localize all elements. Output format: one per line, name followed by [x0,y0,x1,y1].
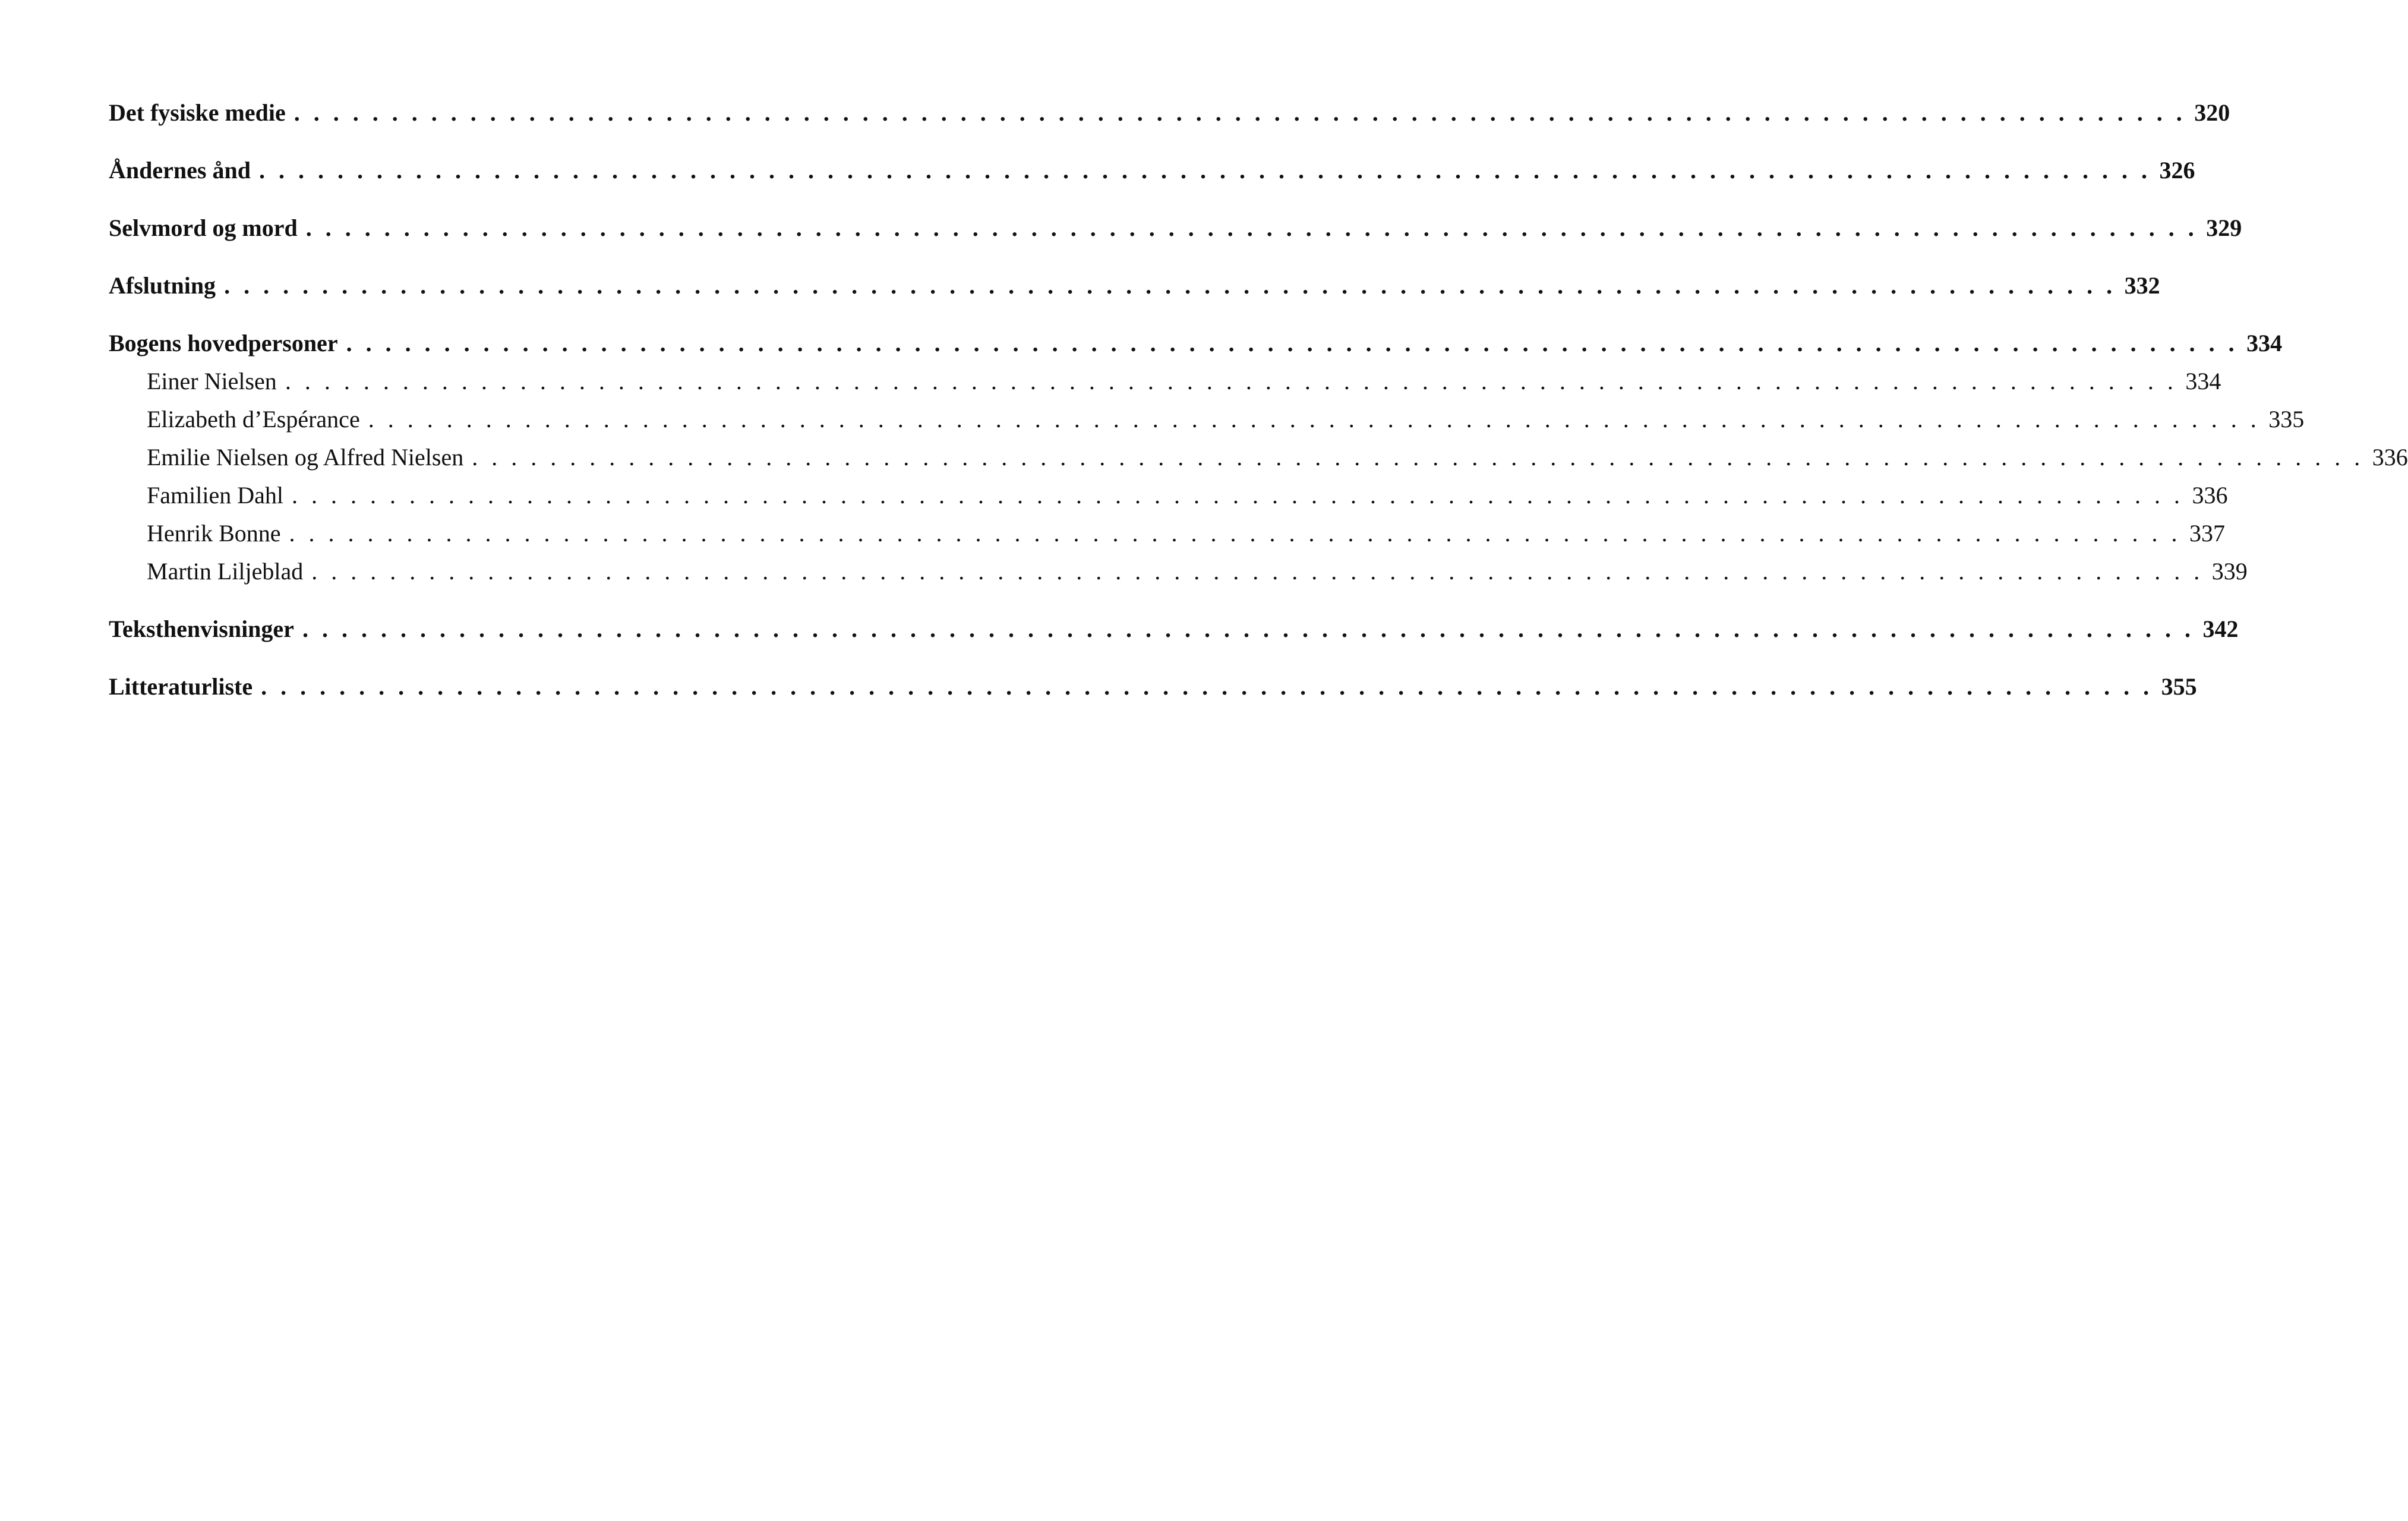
toc-subentry[interactable] [109,553,2248,591]
toc-entry-page: 336 [2192,482,2228,509]
toc-entry[interactable] [109,668,2197,706]
toc-entry[interactable] [109,94,2230,132]
toc-subentry[interactable] [109,438,2408,477]
toc-entry[interactable] [109,324,2283,362]
toc-leader-dots: . . . . . . . . . . . . . . . . . . . . . . . . . . . . . . . . . . . . . . . . . . . . . . . . . . . . . . . . . . . . . . . . . . . . . . . . . . . . . . . . . . . . . . . . . . . . . . . . . [291,482,2184,509]
table-of-contents [109,94,2408,706]
toc-entry-title: Einer Nielsen [147,368,277,395]
toc-leader-dots: . . . . . . . . . . . . . . . . . . . . . . . . . . . . . . . . . . . . . . . . . . . . . . . . . . . . . . . . . . . . . . . . . . . . . . . . . . . . . . . . . . . . . . . . . . . . . . . . . [261,673,2153,700]
toc-entry-title: Afslutning [109,272,216,299]
toc-entry-title: Åndernes ånd [109,157,251,184]
toc-entry-title: Bogens hovedpersoner [109,330,338,356]
toc-entry-title: Elizabeth d’Espérance [147,406,360,433]
toc-entry-page: 335 [2268,406,2305,433]
toc-entry-page: 342 [2202,616,2239,642]
toc-entry-page: 320 [2194,99,2230,126]
toc-entry-page: 329 [2206,214,2242,241]
toc-entry-page: 332 [2124,272,2160,299]
toc-entry-title: Emilie Nielsen og Alfred Nielsen [147,444,464,471]
toc-leader-dots: . . . . . . . . . . . . . . . . . . . . . . . . . . . . . . . . . . . . . . . . . . . . . . . . . . . . . . . . . . . . . . . . . . . . . . . . . . . . . . . . . . . . . . . . . . . . . . . . . [258,157,2151,184]
toc-leader-dots: . . . . . . . . . . . . . . . . . . . . . . . . . . . . . . . . . . . . . . . . . . . . . . . . . . . . . . . . . . . . . . . . . . . . . . . . . . . . . . . . . . . . . . . . . . . . . . . . . [293,99,2186,126]
toc-leader-dots: . . . . . . . . . . . . . . . . . . . . . . . . . . . . . . . . . . . . . . . . . . . . . . . . . . . . . . . . . . . . . . . . . . . . . . . . . . . . . . . . . . . . . . . . . . . . . . . . . [368,406,2261,433]
toc-subentry[interactable] [109,477,2228,515]
toc-entry-title: Henrik Bonne [147,520,281,547]
toc-entry-page: 339 [2211,558,2248,585]
toc-entry-page: 326 [2159,157,2195,184]
toc-entry-page: 334 [2246,330,2283,356]
toc-subentry[interactable] [109,400,2305,438]
toc-entry-page: 336 [2372,444,2408,471]
toc-leader-dots: . . . . . . . . . . . . . . . . . . . . . . . . . . . . . . . . . . . . . . . . . . . . . . . . . . . . . . . . . . . . . . . . . . . . . . . . . . . . . . . . . . . . . . . . . . . . . . . . . [289,520,2182,547]
toc-entry-title: Teksthenvisninger [109,616,294,642]
toc-entry-page: 355 [2161,673,2197,700]
toc-entry-title: Det fysiske medie [109,99,286,126]
toc-entry[interactable] [109,610,2239,648]
toc-entry-page: 334 [2185,368,2221,395]
toc-entry[interactable] [109,267,2160,305]
toc-entry[interactable] [109,209,2242,247]
toc-entry-title: Martin Liljeblad [147,558,304,585]
toc-leader-dots: . . . . . . . . . . . . . . . . . . . . . . . . . . . . . . . . . . . . . . . . . . . . . . . . . . . . . . . . . . . . . . . . . . . . . . . . . . . . . . . . . . . . . . . . . . . . . . . . . [311,558,2204,585]
toc-leader-dots: . . . . . . . . . . . . . . . . . . . . . . . . . . . . . . . . . . . . . . . . . . . . . . . . . . . . . . . . . . . . . . . . . . . . . . . . . . . . . . . . . . . . . . . . . . . . . . . . . [302,616,2195,642]
toc-leader-dots: . . . . . . . . . . . . . . . . . . . . . . . . . . . . . . . . . . . . . . . . . . . . . . . . . . . . . . . . . . . . . . . . . . . . . . . . . . . . . . . . . . . . . . . . . . . . . . . . . [346,330,2239,356]
toc-subentry[interactable] [109,362,2221,400]
toc-entry-page: 337 [2189,520,2226,547]
toc-leader-dots: . . . . . . . . . . . . . . . . . . . . . . . . . . . . . . . . . . . . . . . . . . . . . . . . . . . . . . . . . . . . . . . . . . . . . . . . . . . . . . . . . . . . . . . . . . . . . . . . . [285,368,2177,395]
toc-subentry[interactable] [109,515,2226,553]
toc-entry-title: Familien Dahl [147,482,283,509]
toc-leader-dots: . . . . . . . . . . . . . . . . . . . . . . . . . . . . . . . . . . . . . . . . . . . . . . . . . . . . . . . . . . . . . . . . . . . . . . . . . . . . . . . . . . . . . . . . . . . . . . . . . [472,444,2364,471]
toc-leader-dots: . . . . . . . . . . . . . . . . . . . . . . . . . . . . . . . . . . . . . . . . . . . . . . . . . . . . . . . . . . . . . . . . . . . . . . . . . . . . . . . . . . . . . . . . . . . . . . . . . [305,214,2198,241]
toc-entry-title: Litteraturliste [109,673,253,700]
toc-entry[interactable] [109,152,2195,190]
toc-entry-title: Selvmord og mord [109,214,298,241]
toc-leader-dots: . . . . . . . . . . . . . . . . . . . . . . . . . . . . . . . . . . . . . . . . . . . . . . . . . . . . . . . . . . . . . . . . . . . . . . . . . . . . . . . . . . . . . . . . . . . . . . . . . [224,272,2116,299]
